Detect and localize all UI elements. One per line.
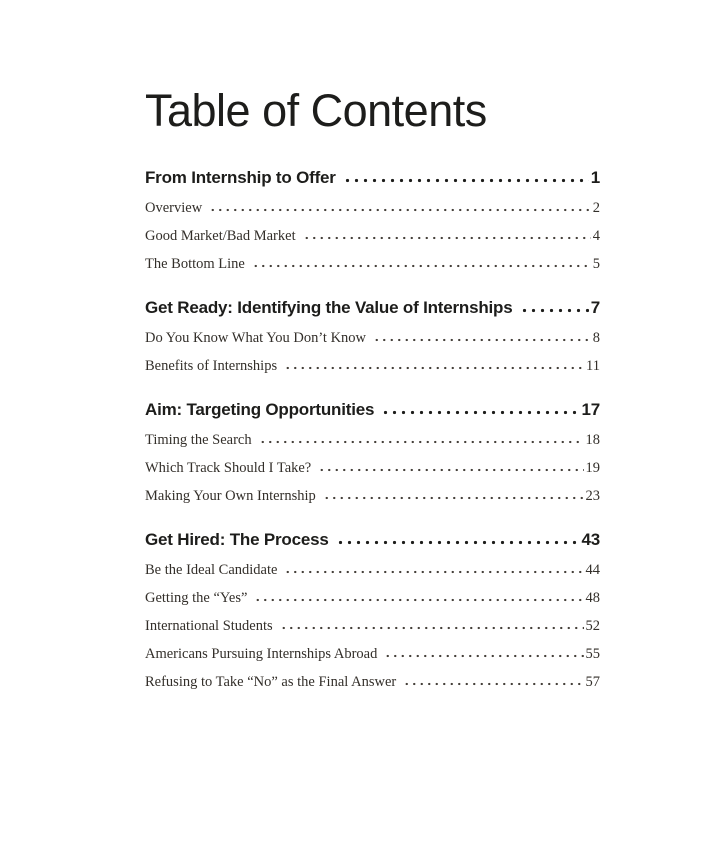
toc-entry-page-number: 8	[592, 330, 600, 346]
toc-section-items	[145, 324, 600, 380]
dot-leader	[341, 178, 589, 183]
dot-leader	[257, 440, 584, 444]
toc-entry	[145, 668, 600, 696]
dot-leader	[401, 682, 583, 686]
toc-entry-page-number: 57	[585, 674, 600, 690]
toc-entry-label: Refusing to Take “No” as the Final Answer	[145, 674, 397, 690]
toc-section-title: Get Ready: Identifying the Value of Internships	[145, 298, 513, 317]
toc-entry-label: International Students	[145, 618, 273, 634]
dot-leader	[278, 626, 584, 630]
table-of-contents	[145, 168, 600, 696]
toc-entry-label: Overview	[145, 200, 203, 216]
toc-section	[145, 168, 600, 278]
toc-entry-page-number: 19	[585, 460, 600, 476]
toc-section-heading	[145, 400, 600, 420]
toc-section-heading	[145, 168, 600, 188]
toc-entry-page-number: 52	[585, 618, 600, 634]
toc-entry	[145, 250, 600, 278]
dot-leader	[382, 654, 583, 658]
dot-leader	[282, 366, 584, 370]
dot-leader	[316, 468, 583, 472]
toc-section-page-number: 43	[581, 530, 600, 549]
dot-leader	[518, 308, 589, 313]
toc-section-page-number: 17	[581, 400, 600, 419]
toc-entry-page-number: 2	[592, 200, 600, 216]
toc-section-items	[145, 426, 600, 510]
dot-leader	[371, 338, 591, 342]
toc-entry-label: The Bottom Line	[145, 256, 245, 272]
toc-section-items	[145, 194, 600, 278]
toc-entry	[145, 454, 600, 482]
toc-entry	[145, 324, 600, 352]
toc-entry-label: Making Your Own Internship	[145, 488, 316, 504]
dot-leader	[321, 496, 584, 500]
dot-leader	[282, 570, 583, 574]
toc-section-title: From Internship to Offer	[145, 168, 336, 187]
toc-section-title: Aim: Targeting Opportunities	[145, 400, 375, 419]
toc-entry-page-number: 4	[592, 228, 600, 244]
toc-entry-label: Americans Pursuing Internships Abroad	[145, 646, 378, 662]
toc-entry-label: Be the Ideal Candidate	[145, 562, 278, 578]
toc-entry-page-number: 5	[592, 256, 600, 272]
toc-section-heading	[145, 530, 600, 550]
toc-entry-page-number: 18	[585, 432, 600, 448]
page-title: Table of Contents	[145, 85, 487, 136]
dot-leader	[250, 264, 591, 268]
toc-entry	[145, 426, 600, 454]
toc-section-heading	[145, 298, 600, 318]
dot-leader	[379, 410, 579, 415]
toc-entry	[145, 584, 600, 612]
toc-entry-page-number: 55	[585, 646, 600, 662]
toc-entry-page-number: 11	[586, 358, 600, 374]
toc-section	[145, 298, 600, 380]
toc-entry-page-number: 44	[585, 562, 600, 578]
dot-leader	[207, 208, 591, 212]
dot-leader	[252, 598, 583, 602]
toc-entry-label: Which Track Should I Take?	[145, 460, 312, 476]
toc-section-title: Get Hired: The Process	[145, 530, 329, 549]
toc-section-page-number: 7	[590, 298, 600, 317]
toc-entry	[145, 556, 600, 584]
toc-section	[145, 400, 600, 510]
dot-leader	[301, 236, 591, 240]
toc-section	[145, 530, 600, 696]
toc-entry	[145, 612, 600, 640]
toc-entry	[145, 222, 600, 250]
toc-section-items	[145, 556, 600, 696]
toc-entry	[145, 194, 600, 222]
toc-entry-label: Getting the “Yes”	[145, 590, 248, 606]
dot-leader	[334, 540, 580, 545]
toc-entry	[145, 352, 600, 380]
toc-entry-label: Do You Know What You Don’t Know	[145, 330, 367, 346]
toc-entry	[145, 640, 600, 668]
toc-entry-label: Good Market/Bad Market	[145, 228, 296, 244]
toc-entry-page-number: 23	[585, 488, 600, 504]
toc-section-page-number: 1	[590, 168, 600, 187]
toc-entry-label: Timing the Search	[145, 432, 252, 448]
toc-entry-page-number: 48	[585, 590, 600, 606]
toc-entry-label: Benefits of Internships	[145, 358, 278, 374]
toc-entry	[145, 482, 600, 510]
